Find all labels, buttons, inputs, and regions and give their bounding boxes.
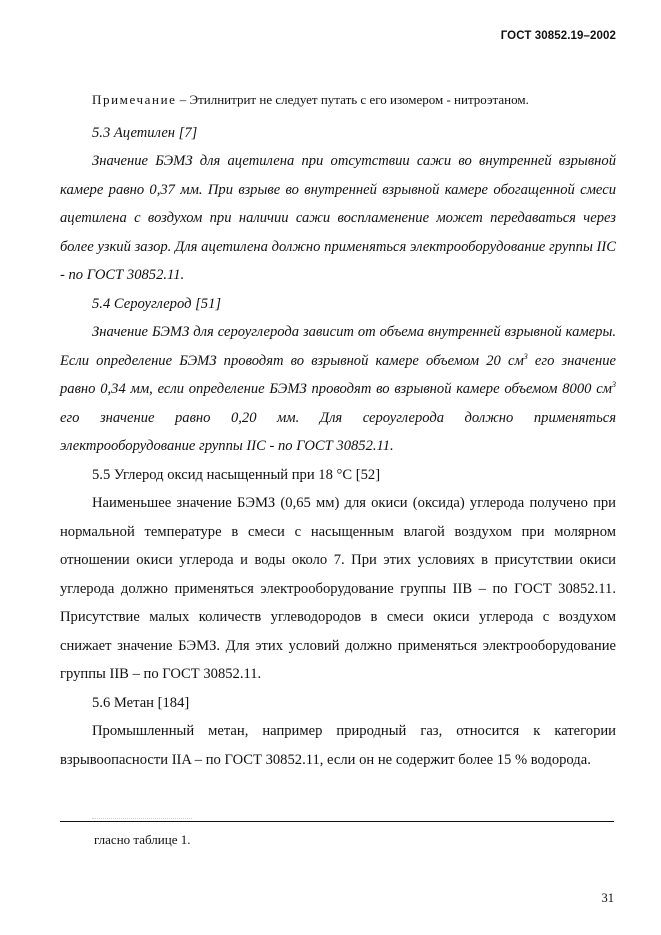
faint-divider [92,818,192,819]
superscript-cubic: 3 [612,380,616,389]
section-5-3-text: Значение БЭМЗ для ацетилена при отсутствии сажи во внутренней взрывной камере равно 0,37 мм. При взрыве во внутренней взрывной камере обогащенной смеси ацетилена с воздухом при наличии сажи воспламенение может передаваться через более узкий зазор. Для ацетилена должно применяться электрооборудование группы IIC - по ГОСТ 30852.11. [60,153,616,283]
page-body [60,86,616,774]
page-number: 31 [601,891,614,905]
section-5-4-text [60,318,616,461]
footnote: гласно таблице 1. [94,832,191,847]
section-5-4-text-part3: его значение равно 0,20 мм. Для сероуглерода должно применяться электрооборудование группы IIC - по ГОСТ 30852.11. [60,409,616,454]
section-5-5-heading: 5.5 Углерод оксид насыщенный при 18 °С [52] [92,466,381,483]
note-paragraph [60,86,616,115]
section-5-3-heading: 5.3 Ацетилен [7] [92,124,198,141]
section-5-6-heading: 5.6 Метан [184] [92,694,190,711]
note-label: Примечание [92,92,177,107]
section-5-4-heading: 5.4 Сероуглерод [51] [92,295,222,312]
note-text: – Этилнитрит не следует путать с его изомером - нитроэтаном. [176,92,529,107]
footnote-divider [60,821,614,822]
superscript-cubic: 3 [523,351,528,361]
section-5-5-text: Наименьшее значение БЭМЗ (0,65 мм) для окиси (оксида) углерода получено при нормальной температуре в смеси с насыщенным влагой воздухом при молярном отношении окиси углерода и воды около 7. При этих условиях в присутствии окиси углерода должно применяться электрооборудование группы IIB – по ГОСТ 30852.11. Присутствие малых количеств углеводородов в смеси окиси углерода с воздухом снижает значение БЭМЗ. Для этих условий должно применяться электрооборудование группы IIB – по ГОСТ 30852.11. [60,495,616,682]
section-5-4-text-part2: его значение равно 0,34 мм, если определение БЭМЗ проводят во взрывной камере объемом 8000 см [60,352,616,397]
section-5-6-text: Промышленный метан, например природный газ, относится к категории взрывоопасности IIA – по ГОСТ 30852.11, если он не содержит более 15 % водорода. [60,723,616,768]
document-header: ГОСТ 30852.19–2002 [500,30,616,42]
section-5-4-text-part1: Значение БЭМЗ для сероуглерода зависит от объема внутренней взрывной камеры. Если определение БЭМЗ проводят во взрывной камере объемом 20 см [60,324,616,369]
